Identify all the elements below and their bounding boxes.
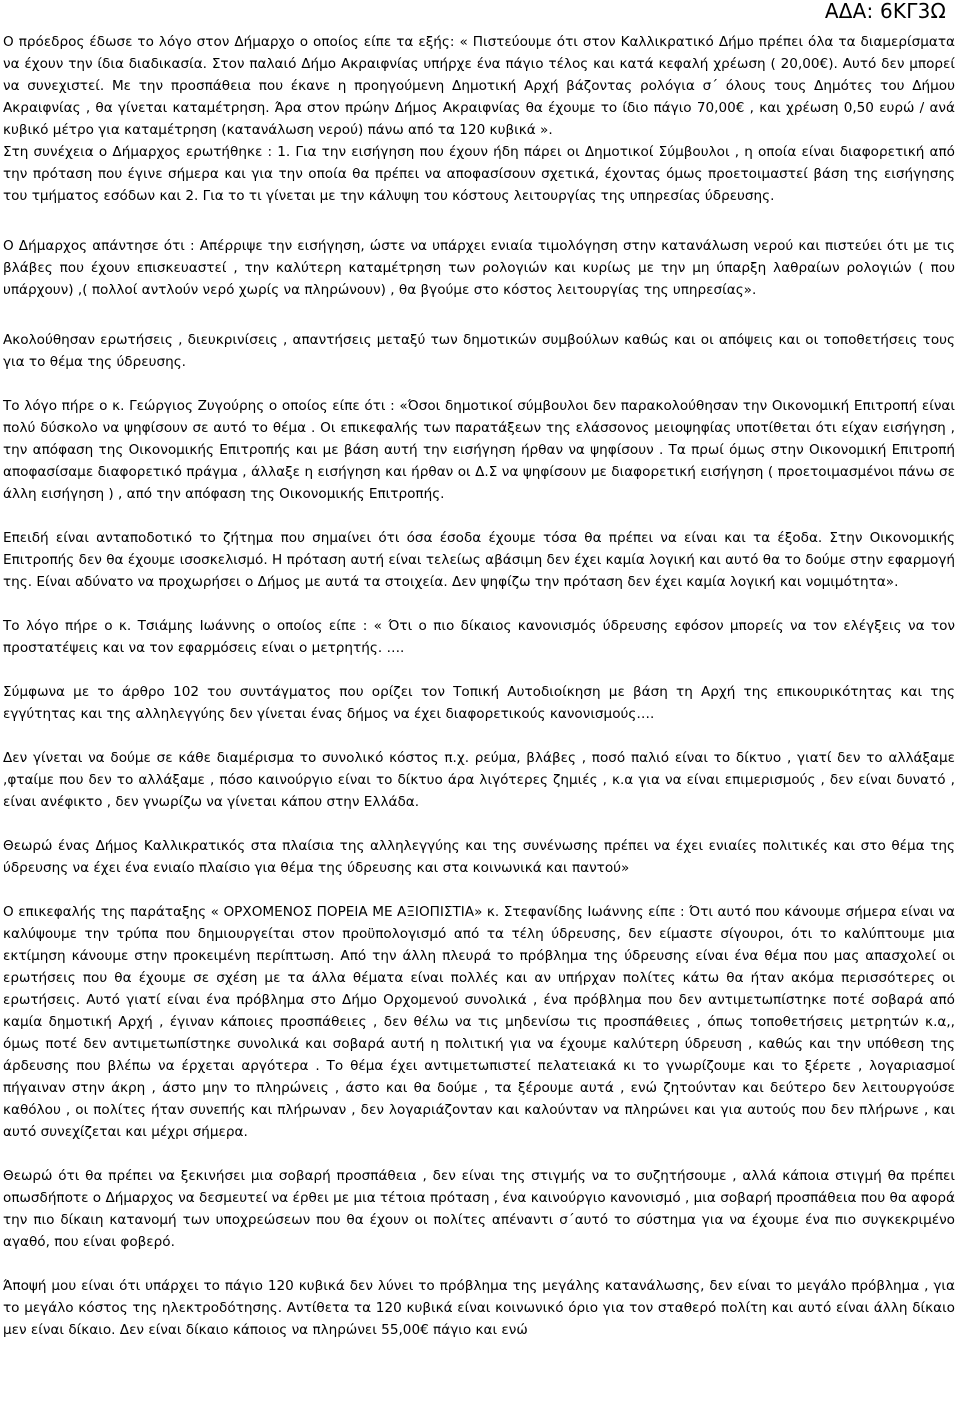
ada-code: ΑΔΑ: 6ΚΓ3Ω xyxy=(824,0,946,23)
document-body xyxy=(3,31,955,1341)
paragraph: Ο Δήμαρχος απάντησε ότι : Απέρριψε την εισήγηση, ώστε να υπάρχει ενιαία τιμολόγηση στην κατανάλωση νερού και πιστεύει ότι με τις βλάβες που έχουν επισκευαστεί , την καλύτερη καταμέτρηση των ρολογιών και κυρίως με την μη ύπαρξη λαθραίων ρολογιών ( που υπάρχουν) ,( πολλοί αντλούν νερό χωρίς να πληρώνουν) , θα βγούμε στο κόστος λειτουργίας της υπηρεσίας». xyxy=(3,238,955,298)
paragraph: Το λόγο πήρε ο κ. Γεώργιος Ζυγούρης ο οποίος είπε ότι : «Όσοι δημοτικοί σύμβουλοι δεν παρακολούθησαν την Οικονομική Επιτροπή είναι πολύ δύσκολο να ψηφίσουν σε αυτό το θέμα . Οι επικεφαλής των παρατάξεων της ελάσσονος μειοψηφίας υποτίθεται ότι είχαν εισήγηση , την απόφαση της Οικονομικής Επιτροπής και με βάση αυτή την εισήγηση ήρθαν να ψηφίσουν . Τα πρωί όμως στην Οικονομική Επιτροπή αποφασίσαμε διαφορετικό πράγμα , άλλαξε η εισήγηση και ήρθαν οι Δ.Σ να ψηφίσουν με διαφορετική εισήγηση ( προετοιμασμένοι πάνω σε άλλη εισήγηση ) , από την απόφαση της Οικονομικής Επιτροπής. xyxy=(3,398,955,502)
paragraph: Θεωρώ ένας Δήμος Καλλικρατικός στα πλαίσια της αλληλεγγύης και της συνένωσης πρέπει να έχει ενιαίες πολιτικές και στο θέμα της ύδρευσης να έχει ένα ενιαίο πλαίσιο για θέμα της ύδρευσης και στα κοινωνικά και παντού» xyxy=(3,838,955,876)
paragraph: Σύμφωνα με το άρθρο 102 του συντάγματος που ορίζει τον Τοπική Αυτοδιοίκηση με βάση τη Αρχή της επικουρικότητας και της εγγύτητας και της αλληλεγγύης δεν γίνεται ένας δήμος να έχει διαφορετικούς κανονισμούς…. xyxy=(3,684,955,722)
paragraph: Επειδή είναι ανταποδοτικό το ζήτημα που σημαίνει ότι όσα έσοδα έχουμε τόσα θα πρέπει να είναι και τα έξοδα. Στην Οικονομικής Επιτροπής δεν θα έχουμε ισοσκελισμό. Η πρόταση αυτή είναι τελείως αβάσιμη δεν έχει καμία λογική και αυτό θα το δούμε στην εφαρμογή της. Είναι αδύνατο να προχωρήσει ο Δήμος με αυτά τα στοιχεία. Δεν ψηφίζω την πρόταση δεν έχει καμία λογική και νομιμότητα». xyxy=(3,530,955,590)
paragraph: Ακολούθησαν ερωτήσεις , διευκρινίσεις , απαντήσεις μεταξύ των δημοτικών συμβούλων καθώς και οι απόψεις και οι τοποθετήσεις τους για το θέμα της ύδρευσης. xyxy=(3,332,955,370)
paragraph: Άποψή μου είναι ότι υπάρχει το πάγιο 120 κυβικά δεν λύνει το πρόβλημα της μεγάλης κατανάλωσης, δεν είναι το μεγάλο πρόβλημα , για το μεγάλο κόστος της ηλεκτροδότησης. Αντίθετα τα 120 κυβικά είναι κοινωνικό όριο για τον σταθερό πολίτη και αυτό είναι άλλη δίκαιο μεν είναι δίκαιο. Δεν είναι δίκαιο κάποιος να πληρώνει 55,00€ πάγιο και ενώ xyxy=(3,1278,955,1338)
paragraph: Δεν γίνεται να δούμε σε κάθε διαμέρισμα το συνολικό κόστος π.χ. ρεύμα, βλάβες , ποσό παλιό είναι το δίκτυο , γιατί δεν το αλλάξαμε ,φταίμε που δεν το αλλάξαμε , πόσο καινούργιο είναι το δίκτυο άρα λιγότερες ζημιές , κ.α για να είναι επιμερισμούς , δεν είναι δυνατό , είναι ανέφικτο , δεν γνωρίζω να γίνεται κάπου στην Ελλάδα. xyxy=(3,750,955,810)
paragraph: Το λόγο πήρε ο κ. Τσιάμης Ιωάννης ο οποίος είπε : « Ότι ο πιο δίκαιος κανονισμός ύδρευσης εφόσον μπορείς να τον ελέγξεις να τον προστατέψεις και να τον εφαρμόσεις είναι ο μετρητής. …. xyxy=(3,618,955,656)
paragraph: Ο πρόεδρος έδωσε το λόγο στον Δήμαρχο ο οποίος είπε τα εξής: « Πιστεύουμε ότι στον Καλλικρατικό Δήμο πρέπει όλα τα διαμερίσματα να έχουν την ίδια διαδικασία. Στον παλαιό Δήμο Ακραιφνίας υπήρχε ένα πάγιο τέλος και κατά κεφαλή χρέωση ( 20,00€). Αυτό δεν μπορεί να συνεχιστεί. Με την προσπάθεια που έκανε η προηγούμενη Δημοτική Αρχή βάζοντας ρολόγια σ΄ όλους τους Δημότες του Δήμου Ακραιφνίας , θα γίνεται καταμέτρηση. Άρα στον πρώην Δήμος Ακραιφνίας θα έχουμε το ίδιο πάγιο 70,00€ , και χρέωση 0,50 ευρώ / ανά κυβικό μέτρο για καταμέτρηση (κατανάλωση νερού) πάνω από τα 120 κυβικά ». Στη συνέχεια ο Δήμαρχος ερωτήθηκε : 1. Για την εισήγηση που έχουν ήδη πάρει οι Δημοτικοί Σύμβουλοι , η οποία είναι διαφορετική από την πρόταση που έγινε σήμερα και για την οποία θα πρέπει να αποφασίσουν σχετικά, έχοντας όμως προετοιμαστεί βάση της εισήγησης του τμήματος εσόδων και 2. Για το τι γίνεται με την κάλυψη του κόστους λειτουργίας της υπηρεσίας ύδρευσης. xyxy=(3,34,955,204)
paragraph: Ο επικεφαλής της παράταξης « ΟΡΧΟΜΕΝΟΣ ΠΟΡΕΙΑ ΜΕ ΑΞΙΟΠΙΣΤΙΑ» κ. Στεφανίδης Ιωάννης είπε : Ότι αυτό που κάνουμε σήμερα είναι να καλύψουμε την τρύπα που δημιουργείται στον προϋπολογισμό από τα τέλη ύδρευσης, δεν είμαστε σίγουροι, ότι το καλύπτουμε μια εκτίμηση κάνουμε στην προκειμένη περίπτωση. Από την άλλη πλευρά το πρόβλημα της ύδρευσης είναι ένα θέμα που μας απασχολεί οι ερωτήσεις που θα έχουμε σε σχέση με τα άλλα θέματα είναι πολλές και αν υπήρχαν πολίτες κάτω θα ήταν ακόμα περισσότερες οι ερωτήσεις. Αυτό γιατί είναι ένα πρόβλημα στο Δήμο Ορχομενού συνολικά , ένα πρόβλημα που δεν αντιμετωπίστηκε ποτέ σοβαρά από καμία δημοτική Αρχή , έγιναν κάποιες προσπάθειες , δεν θέλω να τις μηδενίσω τις προσπάθειες , όπως τοποθετήσεις μετρητών κ.α,, όμως ποτέ δεν αντιμετωπίστηκε συνολικά και σοβαρά αυτή η πολιτική για να έχουμε καλύτερη ύδρευση , καθώς και την υπόθεση της άρδευσης που βλέπω να έρχεται αργότερα . Το θέμα έχει αντιμετωπιστεί πελατειακά κι το γνωρίζουμε και το ξέρετε , λογαριασμοί πήγαιναν στην άκρη , άστο μην το πληρώνεις , άστο και θα δούμε , τα ξέρουμε αυτά , ενώ ζητούνταν και δεύτερο δεν λειτουργούσε καθόλου , οι πολίτες ήταν συνεπής και πλήρωναν , δεν λογαριάζονταν και καλούνταν να πληρώνει και για αυτούς που δεν πλήρωνε , και αυτό συνεχίζεται και μέχρι σήμερα. xyxy=(3,904,955,1140)
paragraph: Θεωρώ ότι θα πρέπει να ξεκινήσει μια σοβαρή προσπάθεια , δεν είναι της στιγμής να το συζητήσουμε , αλλά κάποια στιγμή θα πρέπει οπωσδήποτε ο Δήμαρχος να δεσμευτεί να έρθει με μια τέτοια πρόταση , ένα καινούργιο κανονισμό , μια σοβαρή προσπάθεια που θα αφορά την πιο δίκαιη κατανομή των υποχρεώσεων που θα έχουν οι πολίτες απέναντι σ΄αυτό το σύστημα για να έχουμε ένα πιο συγκεκριμένο αγαθό, που είναι φοβερό. xyxy=(3,1168,955,1250)
